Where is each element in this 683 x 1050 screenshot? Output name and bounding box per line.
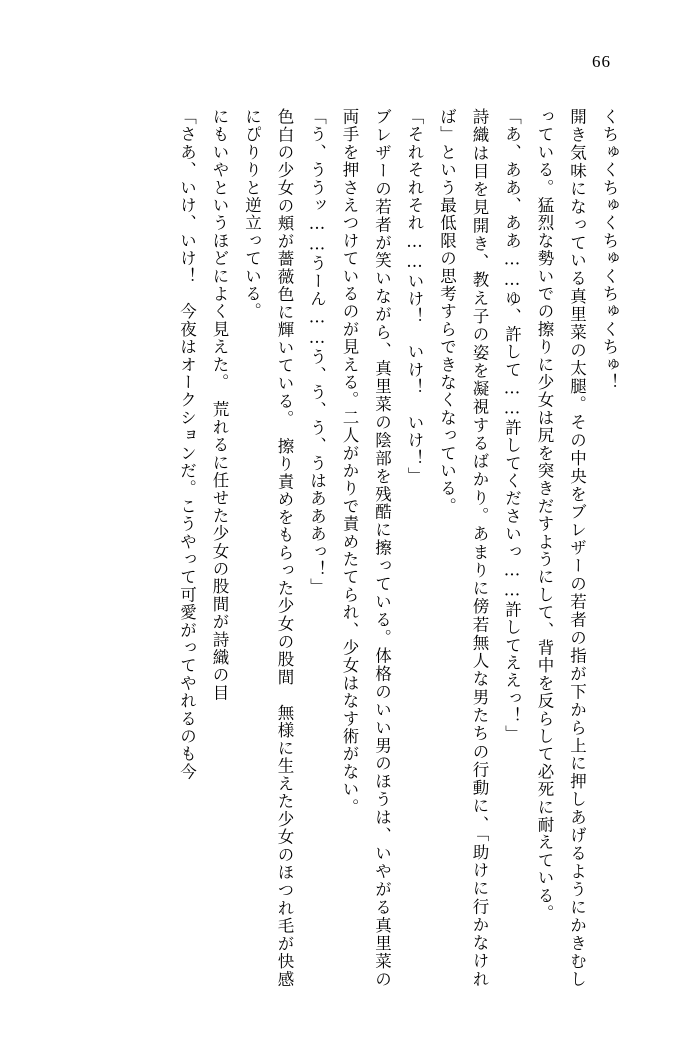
paragraph-6: ブレザーの若者が笑いながら、真里菜の陰部を残酷に擦っている。体格のいい男のほうは、いやがる真里菜の両手を押さえつけているのが見える。二人がかりで責めたてられ、少女はなす術がない。 [340, 108, 392, 988]
paragraph-2: 開き気味になっている真里菜の太腿。その中央をブレザーの若者の指が下から上に押しあげるようにかきむしっている。猛烈な勢いでの擦りに少女は尻を突きだすようにして、背中を反らして必死に耐えている。 [535, 108, 587, 988]
paragraph-8: 色白の少女の頬が薔薇色に輝いている。 擦り責めをもらった少女の股間 無様に生えた少女のほつれ毛が快感にぴりりと逆立っている。 [242, 108, 294, 988]
paragraph-4: 詩織は目を見開き、教え子の姿を凝視するばかり。あまりに傍若無人な男たちの行動に、「助けに行かなければ」という最低限の思考すらできなくなっている。 [437, 108, 489, 988]
paragraph-10: 「さあ、いけ、いけ！ 今夜はオークションだ。こうやって可愛がってやれるのも今 [177, 108, 197, 781]
paragraph-3: 「あ、ああ、ああ……ゆ、許して……許してくださいっ……許してええっ！」 [502, 108, 522, 743]
page-number: 66 [592, 52, 611, 71]
paragraph-7: 「う、ううッ……うーん……う、う、う、うはあああっ！」 [307, 108, 327, 596]
paragraph-9: にもいやというほどによく見えた。 荒れるに任せた少女の股間が詩織の目 [210, 108, 229, 702]
paragraph-1: くちゅくちゅくちゅくちゅくちゅ！ [600, 108, 619, 392]
vertical-text-body [85, 108, 625, 988]
paragraph-5: 「それそれそれ……いけ！ いけ！ いけ！」 [405, 108, 424, 485]
